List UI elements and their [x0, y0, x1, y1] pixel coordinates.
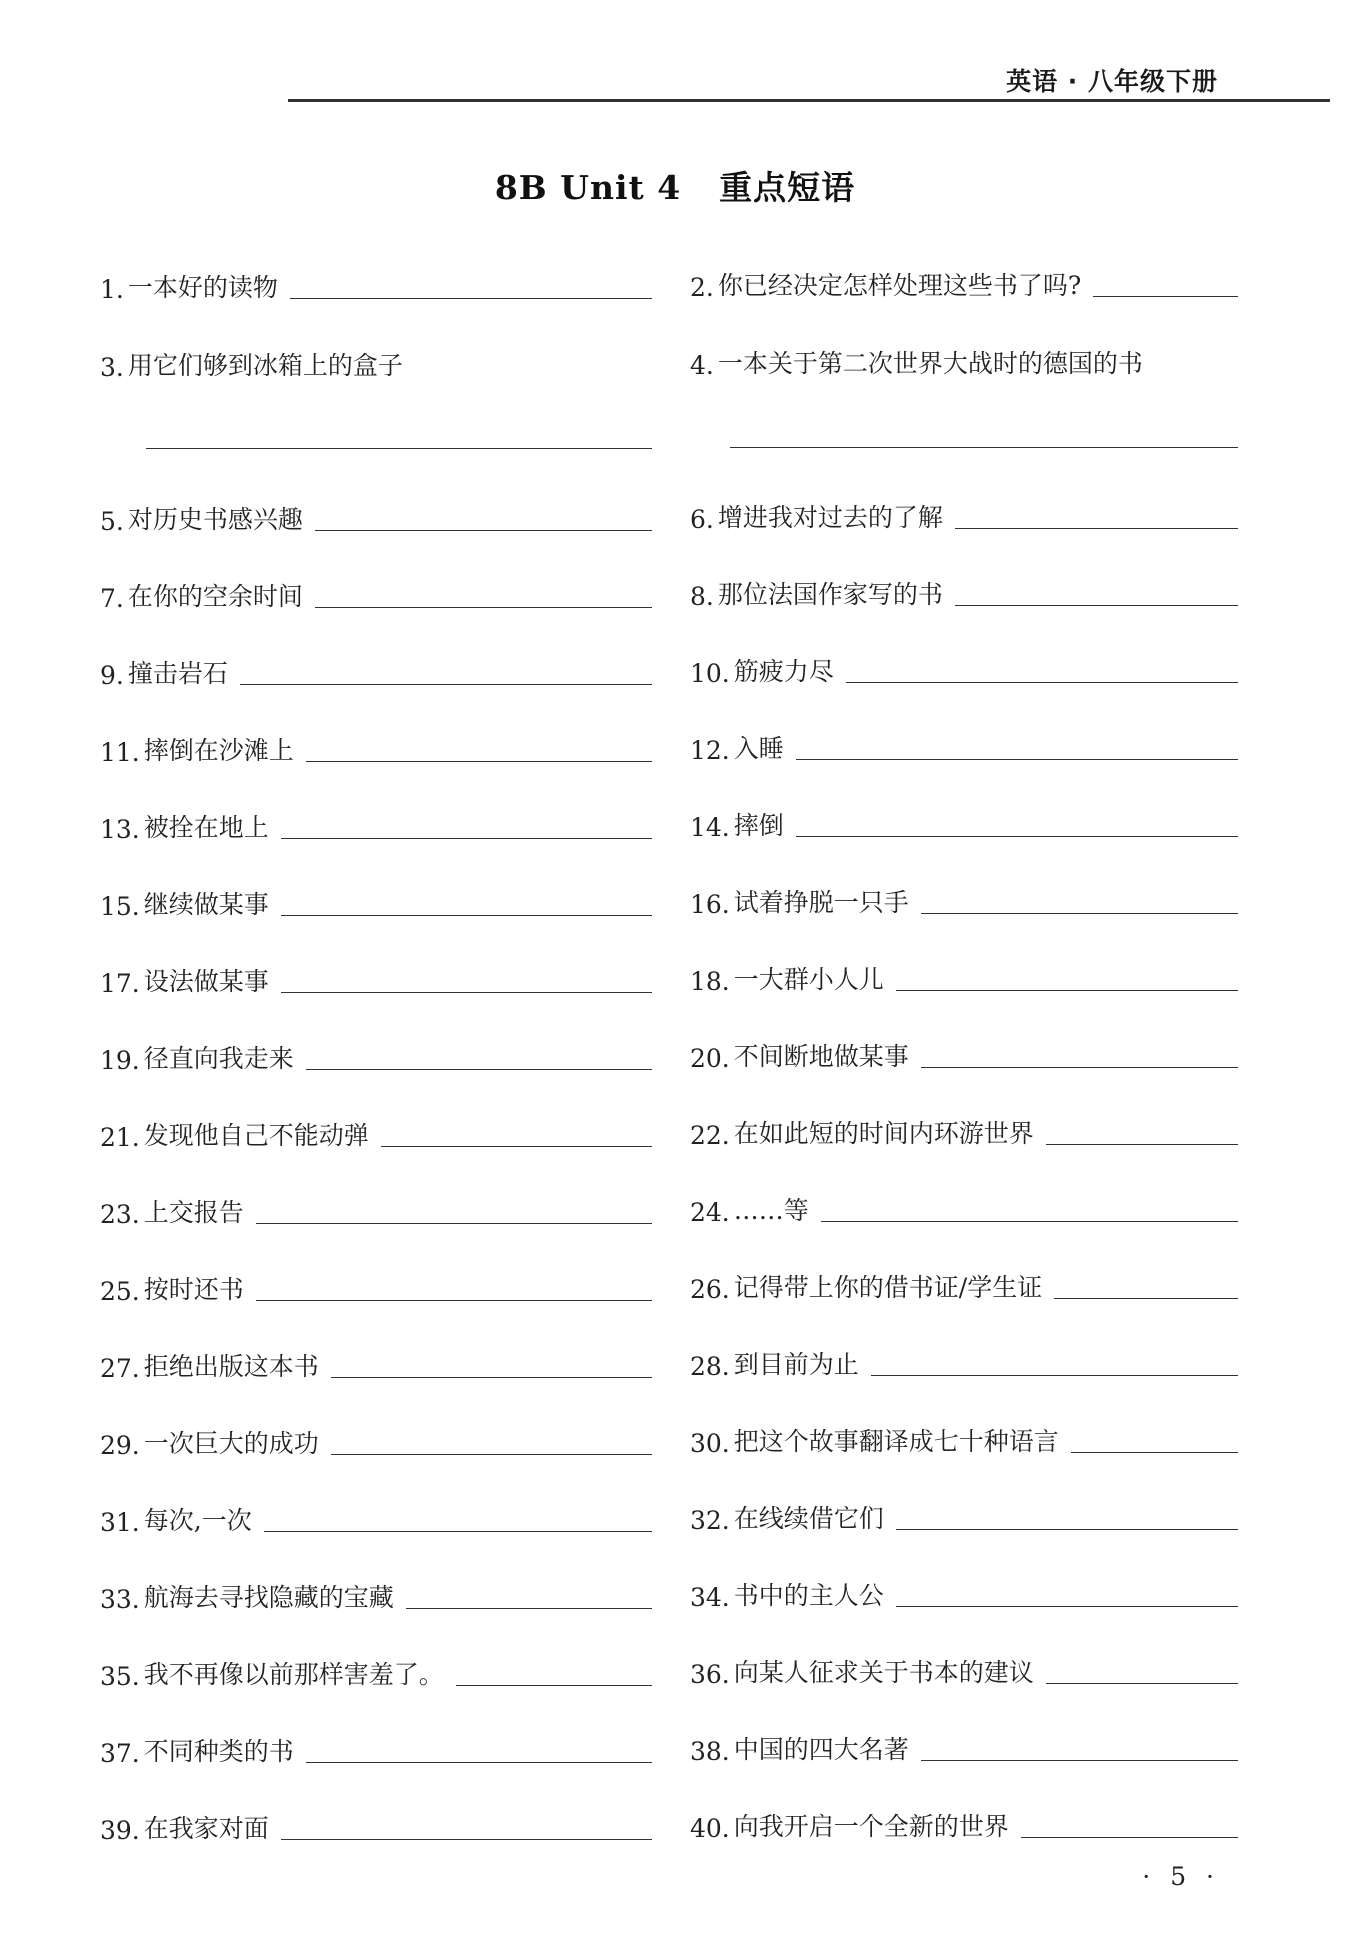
- item-number: 20.: [690, 1044, 730, 1073]
- exercise-item-2: [690, 262, 1238, 302]
- item-number: 39.: [100, 1816, 140, 1845]
- answer-blank[interactable]: [921, 1760, 1238, 1761]
- answer-blank[interactable]: [306, 761, 652, 762]
- exercise-item-7: [100, 573, 652, 613]
- answer-blank[interactable]: [406, 1608, 652, 1609]
- item-number: 24.: [690, 1198, 730, 1227]
- exercise-item-40: [690, 1803, 1238, 1843]
- item-prompt: 一大群小人儿: [733, 965, 884, 994]
- answer-blank[interactable]: [1021, 1837, 1238, 1838]
- answer-blank[interactable]: [871, 1375, 1238, 1376]
- exercise-item-15: [100, 881, 652, 921]
- item-number: 22.: [690, 1121, 730, 1150]
- item-number: 37.: [100, 1739, 140, 1768]
- item-number: 6.: [690, 505, 714, 534]
- page-number: · 5 ·: [1142, 1862, 1220, 1891]
- exercise-item-4: [690, 340, 1238, 380]
- item-prompt: 拒绝出版这本书: [143, 1352, 319, 1381]
- answer-blank[interactable]: [281, 1839, 652, 1840]
- item-number: 38.: [690, 1737, 730, 1766]
- item-prompt: 在你的空余时间: [127, 582, 303, 611]
- answer-blank[interactable]: [256, 1300, 652, 1301]
- answer-blank[interactable]: [921, 913, 1238, 914]
- item-prompt: 径直向我走来: [143, 1044, 294, 1073]
- answer-blank[interactable]: [381, 1146, 652, 1147]
- item-prompt: 航海去寻找隐藏的宝藏: [143, 1583, 394, 1612]
- answer-blank[interactable]: [1054, 1298, 1238, 1299]
- exercise-item-25: [100, 1266, 652, 1306]
- exercise-item-20: [690, 1033, 1238, 1073]
- item-prompt: 在如此短的时间内环游世界: [733, 1119, 1034, 1148]
- exercise-item-16: [690, 879, 1238, 919]
- answer-blank[interactable]: [896, 1529, 1238, 1530]
- item-prompt: 用它们够到冰箱上的盒子: [127, 351, 403, 380]
- topic-label: 重点短语: [719, 168, 856, 207]
- exercise-item-34: [690, 1572, 1238, 1612]
- item-number: 3.: [100, 353, 124, 382]
- item-number: 31.: [100, 1508, 140, 1537]
- item-number: 1.: [100, 275, 124, 304]
- item-number: 26.: [690, 1275, 730, 1304]
- answer-blank[interactable]: [290, 298, 652, 299]
- item-number: 7.: [100, 584, 124, 613]
- answer-blank[interactable]: [1071, 1452, 1238, 1453]
- answer-blank[interactable]: [331, 1377, 652, 1378]
- item-number: 11.: [100, 738, 140, 767]
- exercise-item-5: [100, 496, 652, 536]
- exercise-item-19: [100, 1035, 652, 1075]
- item-prompt: 一本关于第二次世界大战时的德国的书: [717, 349, 1143, 378]
- exercise-item-33: [100, 1574, 652, 1614]
- exercise-item-22: [690, 1110, 1238, 1150]
- item-prompt: 发现他自己不能动弹: [143, 1121, 369, 1150]
- exercise-item-11: [100, 727, 652, 767]
- answer-blank[interactable]: [306, 1762, 652, 1763]
- exercise-item-13: [100, 804, 652, 844]
- answer-blank-item-3[interactable]: [146, 448, 652, 449]
- item-prompt: 增进我对过去的了解: [717, 503, 943, 532]
- item-number: 14.: [690, 813, 730, 842]
- item-prompt: ……等: [733, 1196, 809, 1225]
- book-header: 英语 · 八年级下册: [1006, 67, 1218, 96]
- item-number: 28.: [690, 1352, 730, 1381]
- exercise-item-38: [690, 1726, 1238, 1766]
- item-prompt: 你已经决定怎样处理这些书了吗?: [717, 271, 1082, 300]
- item-prompt: 筋疲力尽: [733, 657, 834, 686]
- exercise-item-24: [690, 1187, 1238, 1227]
- answer-blank-item-4[interactable]: [730, 447, 1238, 448]
- exercise-item-29: [100, 1420, 652, 1460]
- item-prompt: 继续做某事: [143, 890, 269, 919]
- exercise-item-6: [690, 494, 1238, 534]
- exercise-item-27: [100, 1343, 652, 1383]
- item-prompt: 不同种类的书: [143, 1737, 294, 1766]
- page-title: [0, 162, 1350, 209]
- item-number: 23.: [100, 1200, 140, 1229]
- exercise-item-23: [100, 1189, 652, 1229]
- item-number: 8.: [690, 582, 714, 611]
- item-prompt: 在线续借它们: [733, 1504, 884, 1533]
- item-number: 32.: [690, 1506, 730, 1535]
- exercise-item-21: [100, 1112, 652, 1152]
- exercise-item-36: [690, 1649, 1238, 1689]
- item-prompt: 书中的主人公: [733, 1581, 884, 1610]
- item-prompt: 不间断地做某事: [733, 1042, 909, 1071]
- exercise-item-17: [100, 958, 652, 998]
- item-number: 10.: [690, 659, 730, 688]
- answer-blank[interactable]: [796, 759, 1238, 760]
- answer-blank[interactable]: [896, 1606, 1238, 1607]
- item-number: 29.: [100, 1431, 140, 1460]
- item-number: 33.: [100, 1585, 140, 1614]
- item-number: 36.: [690, 1660, 730, 1689]
- exercise-item-3: [100, 342, 652, 382]
- item-prompt: 每次,一次: [143, 1506, 252, 1535]
- exercise-item-8: [690, 571, 1238, 611]
- item-number: 30.: [690, 1429, 730, 1458]
- answer-blank[interactable]: [821, 1221, 1238, 1222]
- exercise-item-31: [100, 1497, 652, 1537]
- item-prompt: 摔倒: [733, 811, 784, 840]
- item-number: 17.: [100, 969, 140, 998]
- answer-blank[interactable]: [846, 682, 1238, 683]
- item-number: 21.: [100, 1123, 140, 1152]
- item-number: 35.: [100, 1662, 140, 1691]
- item-prompt: 撞击岩石: [127, 659, 228, 688]
- item-number: 25.: [100, 1277, 140, 1306]
- exercise-item-1: [100, 264, 652, 304]
- item-prompt: 摔倒在沙滩上: [143, 736, 294, 765]
- exercise-item-30: [690, 1418, 1238, 1458]
- answer-blank[interactable]: [456, 1685, 652, 1686]
- item-prompt: 按时还书: [143, 1275, 244, 1304]
- exercise-item-10: [690, 648, 1238, 688]
- exercise-item-18: [690, 956, 1238, 996]
- unit-label: 8B Unit 4: [494, 168, 682, 207]
- item-prompt: 向我开启一个全新的世界: [733, 1812, 1009, 1841]
- exercise-item-39: [100, 1805, 652, 1845]
- answer-blank[interactable]: [281, 992, 652, 993]
- answer-blank[interactable]: [1046, 1683, 1238, 1684]
- item-prompt: 把这个故事翻译成七十种语言: [733, 1427, 1059, 1456]
- answer-blank[interactable]: [955, 528, 1238, 529]
- exercise-item-32: [690, 1495, 1238, 1535]
- item-number: 15.: [100, 892, 140, 921]
- item-number: 40.: [690, 1814, 730, 1843]
- answer-blank[interactable]: [264, 1531, 652, 1532]
- item-prompt: 记得带上你的借书证/学生证: [733, 1273, 1043, 1302]
- exercise-item-28: [690, 1341, 1238, 1381]
- item-number: 19.: [100, 1046, 140, 1075]
- item-prompt: 试着挣脱一只手: [733, 888, 909, 917]
- answer-blank[interactable]: [315, 607, 652, 608]
- item-prompt: 我不再像以前那样害羞了。: [143, 1660, 444, 1689]
- item-number: 9.: [100, 661, 124, 690]
- exercise-item-37: [100, 1728, 652, 1768]
- header-rule: [288, 99, 1330, 102]
- item-prompt: 中国的四大名著: [733, 1735, 909, 1764]
- item-prompt: 设法做某事: [143, 967, 269, 996]
- item-number: 34.: [690, 1583, 730, 1612]
- answer-blank[interactable]: [796, 836, 1238, 837]
- item-number: 4.: [690, 351, 714, 380]
- item-number: 13.: [100, 815, 140, 844]
- answer-blank[interactable]: [921, 1067, 1238, 1068]
- exercise-item-9: [100, 650, 652, 690]
- answer-blank[interactable]: [331, 1454, 652, 1455]
- answer-blank[interactable]: [281, 915, 652, 916]
- item-number: 2.: [690, 273, 714, 302]
- item-prompt: 上交报告: [143, 1198, 244, 1227]
- item-prompt: 一次巨大的成功: [143, 1429, 319, 1458]
- exercise-item-14: [690, 802, 1238, 842]
- answer-blank[interactable]: [315, 530, 652, 531]
- answer-blank[interactable]: [1046, 1144, 1238, 1145]
- exercise-item-12: [690, 725, 1238, 765]
- item-prompt: 到目前为止: [733, 1350, 859, 1379]
- exercise-item-26: [690, 1264, 1238, 1304]
- answer-blank[interactable]: [896, 990, 1238, 991]
- item-number: 27.: [100, 1354, 140, 1383]
- answer-blank[interactable]: [1093, 296, 1238, 297]
- item-number: 18.: [690, 967, 730, 996]
- item-prompt: 在我家对面: [143, 1814, 269, 1843]
- item-number: 12.: [690, 736, 730, 765]
- exercise-item-35: [100, 1651, 652, 1691]
- item-number: 5.: [100, 507, 124, 536]
- answer-blank[interactable]: [955, 605, 1238, 606]
- answer-blank[interactable]: [281, 838, 652, 839]
- item-prompt: 入睡: [733, 734, 784, 763]
- item-prompt: 向某人征求关于书本的建议: [733, 1658, 1034, 1687]
- item-prompt: 被拴在地上: [143, 813, 269, 842]
- item-prompt: 对历史书感兴趣: [127, 505, 303, 534]
- item-number: 16.: [690, 890, 730, 919]
- answer-blank[interactable]: [256, 1223, 652, 1224]
- item-prompt: 一本好的读物: [127, 273, 278, 302]
- item-prompt: 那位法国作家写的书: [717, 580, 943, 609]
- answer-blank[interactable]: [240, 684, 652, 685]
- answer-blank[interactable]: [306, 1069, 652, 1070]
